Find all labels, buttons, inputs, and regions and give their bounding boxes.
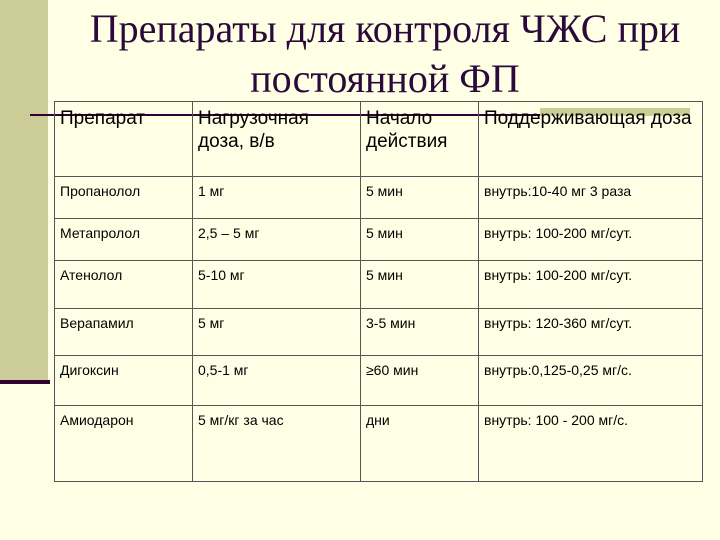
cell-drug: Пропанолол <box>55 177 193 219</box>
decorative-side-line <box>0 380 50 384</box>
slide-title: Препараты для контроля ЧЖС при постоянной ФП <box>89 6 681 101</box>
header-onset: Начало действия <box>361 102 479 177</box>
cell-drug: Амиодарон <box>55 406 193 482</box>
header-maintenance-dose: Поддерживающая доза <box>479 102 703 177</box>
cell-maintenance-dose: внутрь: 100-200 мг/сут. <box>479 261 703 309</box>
table-row <box>55 177 703 219</box>
cell-loading-dose: 5 мг/кг за час <box>193 406 361 482</box>
cell-onset: 5 мин <box>361 219 479 261</box>
cell-drug: Дигоксин <box>55 356 193 406</box>
table-row <box>55 219 703 261</box>
cell-onset: ≥60 мин <box>361 356 479 406</box>
cell-loading-dose: 5-10 мг <box>193 261 361 309</box>
cell-maintenance-dose: внутрь:10-40 мг 3 раза <box>479 177 703 219</box>
table-row <box>55 406 703 482</box>
cell-loading-dose: 5 мг <box>193 309 361 356</box>
cell-onset: 3-5 мин <box>361 309 479 356</box>
cell-maintenance-dose: внутрь: 120-360 мг/сут. <box>479 309 703 356</box>
cell-drug: Метапролол <box>55 219 193 261</box>
table-header-row <box>55 102 703 177</box>
table-row <box>55 261 703 309</box>
cell-onset: дни <box>361 406 479 482</box>
decorative-side-bar <box>0 0 48 382</box>
header-drug: Препарат <box>55 102 193 177</box>
cell-loading-dose: 1 мг <box>193 177 361 219</box>
table-row <box>55 309 703 356</box>
cell-onset: 5 мин <box>361 177 479 219</box>
table-row <box>55 356 703 406</box>
cell-loading-dose: 0,5-1 мг <box>193 356 361 406</box>
cell-drug: Верапамил <box>55 309 193 356</box>
cell-loading-dose: 2,5 – 5 мг <box>193 219 361 261</box>
cell-maintenance-dose: внутрь: 100-200 мг/сут. <box>479 219 703 261</box>
cell-onset: 5 мин <box>361 261 479 309</box>
cell-maintenance-dose: внутрь:0,125-0,25 мг/с. <box>479 356 703 406</box>
cell-maintenance-dose: внутрь: 100 - 200 мг/с. <box>479 406 703 482</box>
drug-table <box>54 101 703 482</box>
cell-drug: Атенолол <box>55 261 193 309</box>
header-loading-dose: Нагрузочная доза, в/в <box>193 102 361 177</box>
